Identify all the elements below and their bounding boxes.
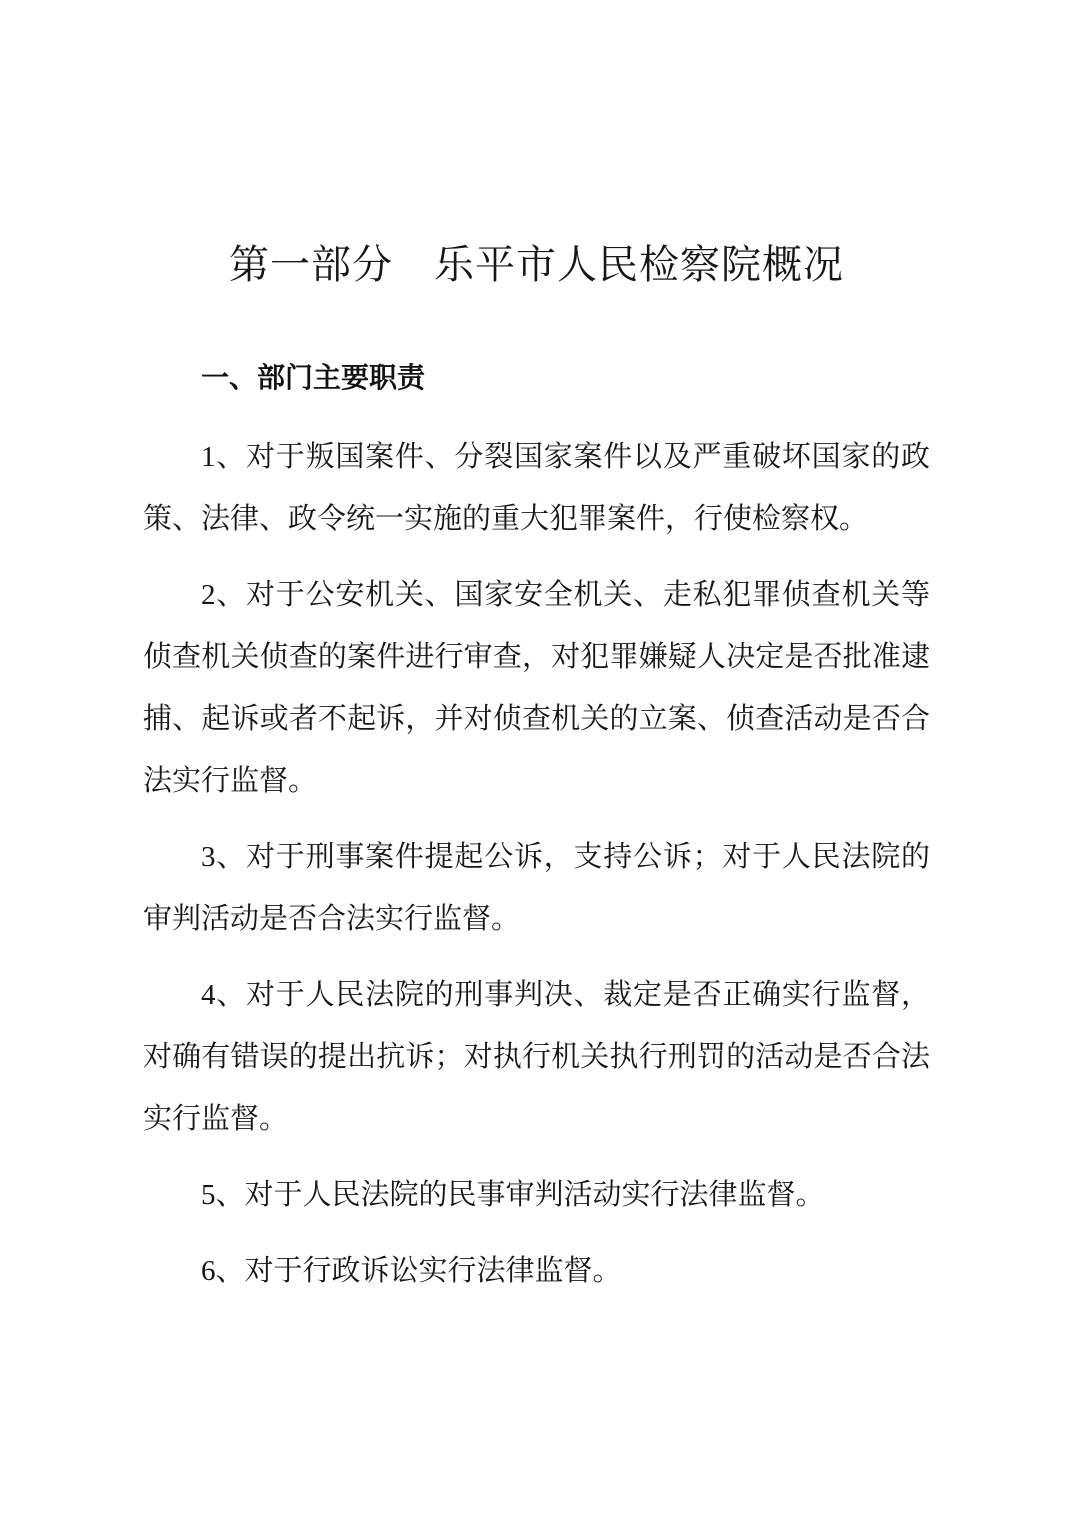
paragraph-6: 6、对于行政诉讼实行法律监督。 [201, 1255, 622, 1287]
document-body [143, 426, 930, 1302]
document-title: 第一部分 乐平市人民检察院概况 [229, 242, 844, 287]
paragraph-1: 1、对于叛国案件、分裂国家案件以及严重破坏国家的政策、法律、政令统一实施的重大犯罪案件，行使检察权。 [143, 441, 930, 535]
section-heading: 一、部门主要职责 [201, 362, 426, 393]
paragraph-2: 2、对于公安机关、国家安全机关、走私犯罪侦查机关等侦查机关侦查的案件进行审查，对犯罪嫌疑人决定是否批准逮捕、起诉或者不起诉，并对侦查机关的立案、侦查活动是否合法实行监督。 [143, 579, 930, 797]
paragraph-3: 3、对于刑事案件提起公诉，支持公诉；对于人民法院的审判活动是否合法实行监督。 [143, 841, 930, 935]
paragraph-4: 4、对于人民法院的刑事判决、裁定是否正确实行监督，对确有错误的提出抗诉；对执行机关执行刑罚的活动是否合法实行监督。 [143, 979, 930, 1135]
paragraph-5: 5、对于人民法院的民事审判活动实行法律监督。 [201, 1179, 825, 1211]
